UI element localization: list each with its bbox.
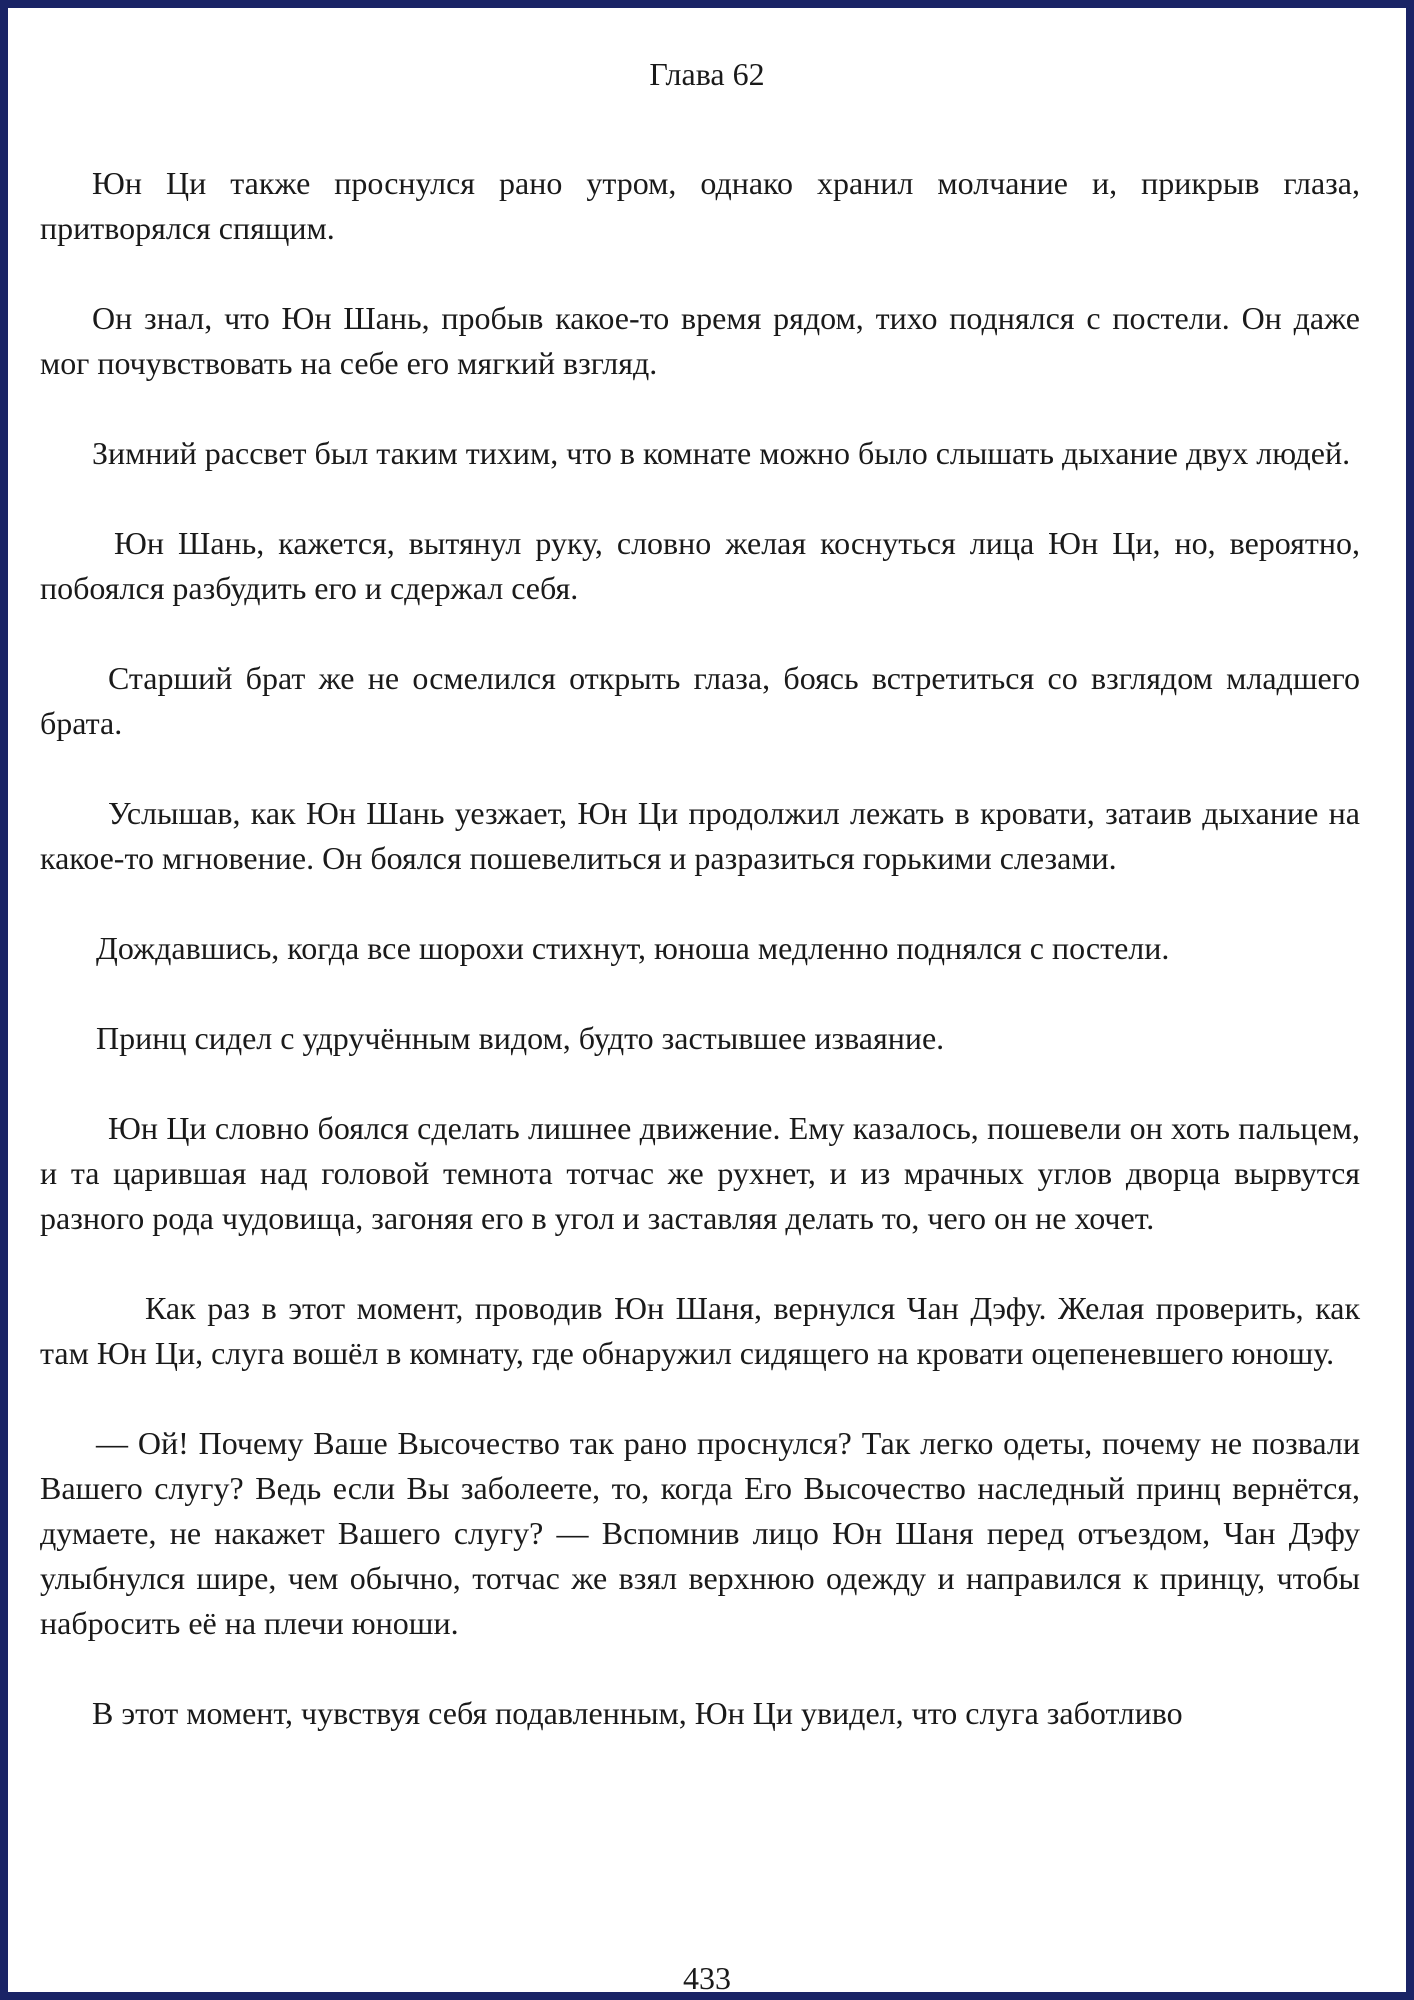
paragraph-12: В этот момент, чувствуя себя подавленным, Юн Ци увидел, что слуга заботливо	[92, 1695, 1183, 1731]
paragraph-7: Дождавшись, когда все шорохи стихнут, юноша медленно поднялся с постели.	[96, 930, 1170, 966]
paragraph-5: Старший брат же не осмелился открыть глаза, боясь встретиться со взглядом младшего брата.	[40, 660, 1360, 741]
paragraph-10: Как раз в этот момент, проводив Юн Шаня, вернулся Чан Дэфу. Желая проверить, как там Юн Ци, слуга вошёл в комнату, где обнаружил сидящего на кровати оцепеневшего юношу.	[40, 1290, 1360, 1371]
page-body	[40, 161, 1360, 1736]
paragraph-2: Он знал, что Юн Шань, пробыв какое-то время рядом, тихо поднялся с постели. Он даже мог почувствовать на себе его мягкий взгляд.	[40, 300, 1360, 381]
paragraph-11: — Ой! Почему Ваше Высочество так рано проснулся? Так легко одеты, почему не позвали Вашего слугу? Ведь если Вы заболеете, то, когда Его Высочество наследный принц вернётся, думаете, не накажет Вашего слугу? — Вспомнив лицо Юн Шаня перед отъездом, Чан Дэфу улыбнулся шире, чем обычно, тотчас же взял верхнюю одежду и направился к принцу, чтобы набросить её на плечи юноши.	[40, 1425, 1360, 1641]
paragraph-4: Юн Шань, кажется, вытянул руку, словно желая коснуться лица Юн Ци, но, вероятно, побоялся разбудить его и сдержал себя.	[40, 525, 1360, 606]
paragraph-1: Юн Ци также проснулся рано утром, однако хранил молчание и, прикрыв глаза, притворялся спящим.	[40, 165, 1360, 246]
paragraph-6: Услышав, как Юн Шань уезжает, Юн Ци продолжил лежать в кровати, затаив дыхание на какое-то мгновение. Он боялся пошевелиться и разразиться горькими слезами.	[40, 795, 1360, 876]
chapter-title: Глава 62	[649, 56, 765, 92]
paragraph-8: Принц сидел с удручённым видом, будто застывшее изваяние.	[96, 1020, 945, 1056]
paragraph-9: Юн Ци словно боялся сделать лишнее движение. Ему казалось, пошевели он хоть пальцем, и та царившая над головой темнота тотчас же рухнет, и из мрачных углов дворца вырвутся разного рода чудовища, загоняя его в угол и заставляя делать то, чего он не хочет.	[40, 1110, 1360, 1236]
paragraph-3: Зимний рассвет был таким тихим, что в комнате можно было слышать дыхание двух людей.	[92, 435, 1351, 471]
page-number: 433	[683, 1960, 731, 1996]
